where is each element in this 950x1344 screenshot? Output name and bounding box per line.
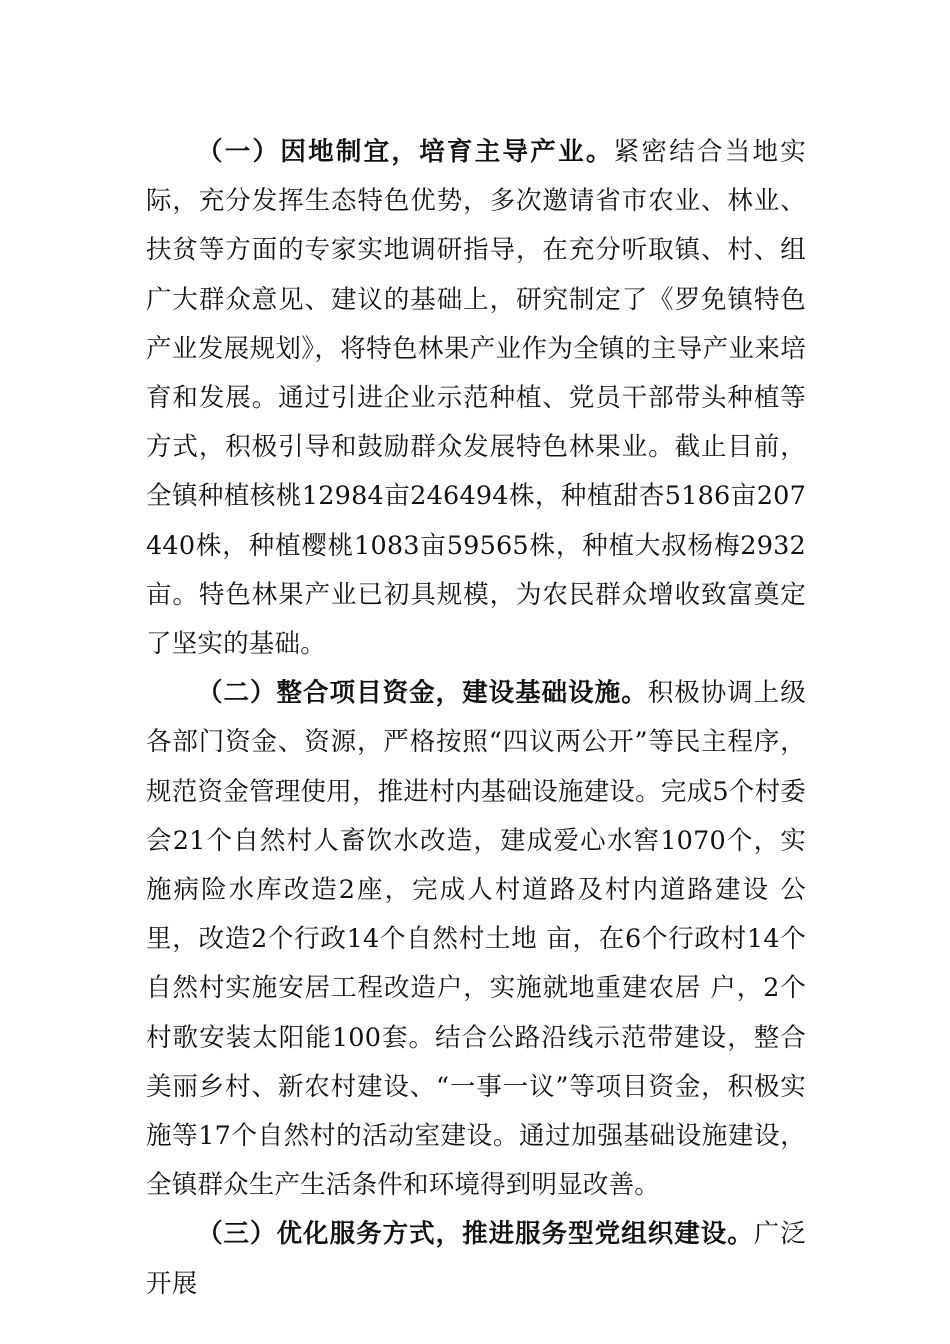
document-page bbox=[146, 128, 806, 1309]
paragraph-2 bbox=[146, 669, 806, 1210]
paragraph-3-heading: （三）优化服务方式，推进服务型党组织建设。 bbox=[197, 1219, 754, 1250]
paragraph-3 bbox=[146, 1210, 806, 1308]
paragraph-2-heading: （二）整合项目资金，建设基础设施。 bbox=[197, 678, 648, 709]
paragraph-1 bbox=[146, 128, 806, 669]
paragraph-1-heading: （一）因地制宜，培育主导产业。 bbox=[197, 137, 614, 167]
paragraph-1-body: 紧密结合当地实际，充分发挥生态特色优势，多次邀请省市农业、林业、扶贫等方面的专家实地调研指导，在充分听取镇、村、组广大群众意见、建议的基础上，研究制定了《罗免镇特色产业发展规划》，将特色林果产业作为全镇的主导产业来培育和发展。通过引进企业示范种植、党员干部带头种植等方式，积极引导和鼓励群众发展特色林果业。截止目前，全镇种植核桃12984亩246494株，种植甜杏5186亩207440株，种植樱桃1083亩59565株，种植大叔杨梅2932亩。特色林果产业已初具规模，为农民群众增收致富奠定了坚实的基础。 bbox=[146, 137, 806, 660]
paragraph-2-body: 积极协调上级各部门资金、资源，严格按照“四议两公开”等民主程序，规范资金管理使用，推进村内基础设施建设。完成5个村委会21个自然村人畜饮水改造，建成爱心水窖1070个，实施病险水库改造2座，完成人村道路及村内道路建设 公里，改造2个行政14个自然村土地 亩，在6个行政村14个自然村实施安居工程改造户，实施就地重建农居 户，2个村歌安装太阳能100套。结合公路沿线示范带建设，整合美丽乡村、新农村建设、“一事一议”等项目资金，积极实施等17个自然村的活动室建设。通过加强基础设施建设，全镇群众生产生活条件和环境得到明显改善。 bbox=[146, 678, 807, 1201]
paragraph-3-body: 广泛开展 bbox=[146, 1219, 806, 1299]
